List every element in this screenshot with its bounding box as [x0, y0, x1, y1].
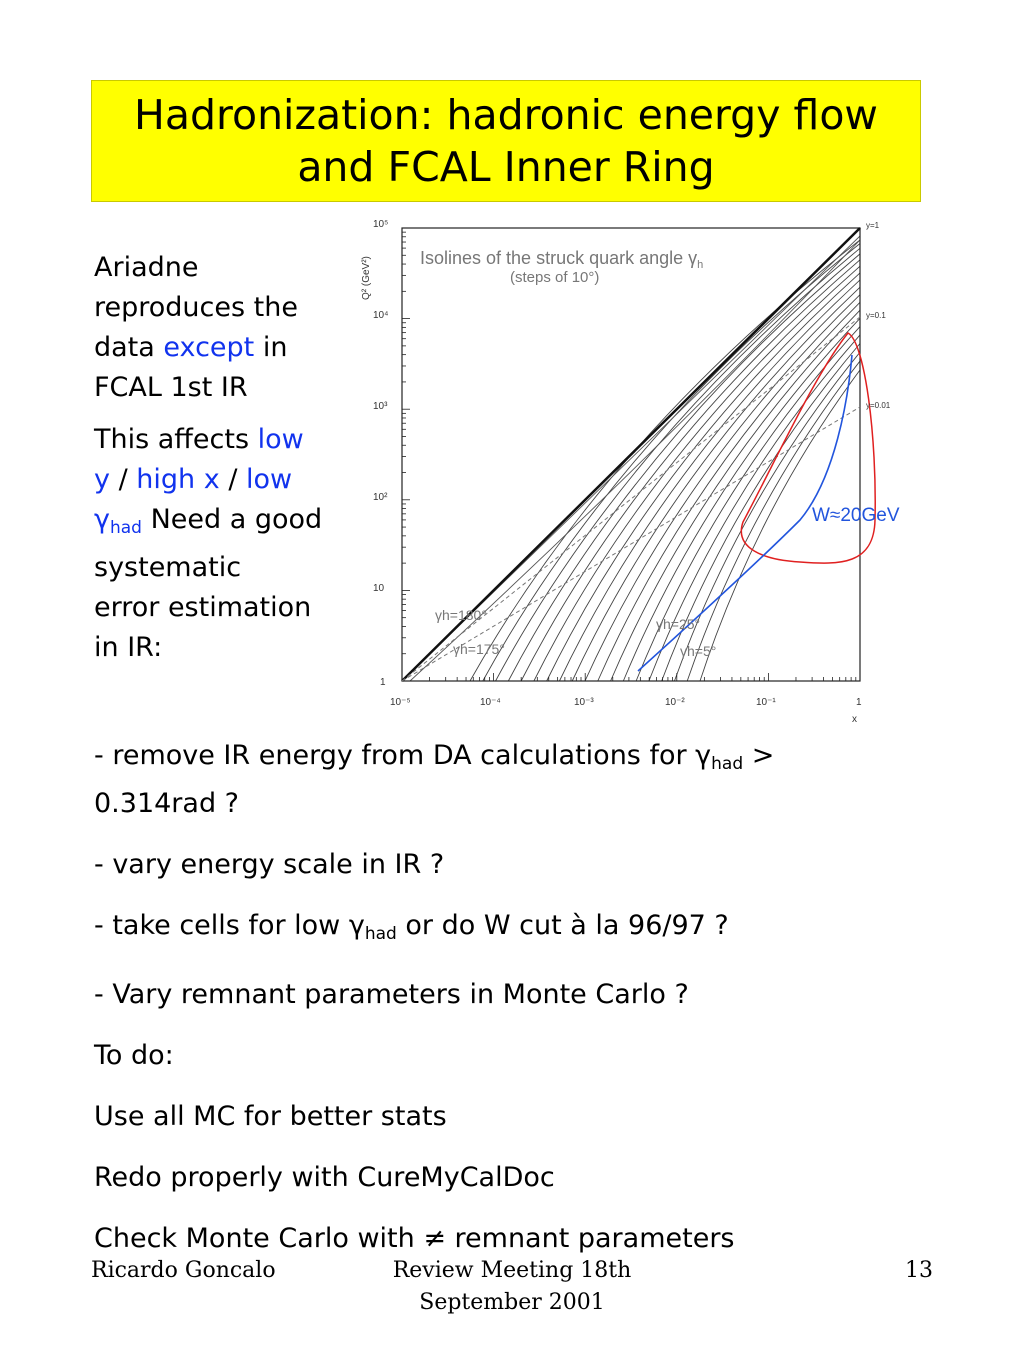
side-text-in: in	[262, 332, 288, 363]
slide-title-line-1: Hadronization: hadronic energy flow	[134, 91, 878, 139]
iso-label-25: γh=25°	[656, 616, 701, 632]
subscript-had: had	[711, 754, 744, 774]
side-paragraph-2	[94, 420, 362, 668]
y-tick-label: 10⁵	[373, 219, 389, 230]
side-text-in-ir: in IR:	[94, 632, 163, 663]
side-paragraph-1	[94, 248, 362, 408]
todo-heading: To do:	[94, 1040, 174, 1071]
gamma-symbol: γ	[94, 504, 110, 535]
iso-label-180: γh=180°	[435, 607, 487, 623]
side-text-high-x: high x	[136, 464, 220, 495]
side-text-low: low	[257, 424, 304, 455]
footer-meeting-line-1: Review Meeting 18th	[392, 1258, 632, 1283]
y-tick-label: 10²	[373, 492, 388, 503]
bullet-3	[94, 906, 924, 954]
slide-number: 13	[905, 1258, 933, 1283]
bullet-3-text: - take cells for low	[94, 910, 341, 941]
x-tick-label: 10⁻¹	[756, 697, 776, 708]
bullet-4: - Vary remnant parameters in Monte Carlo ?	[94, 979, 689, 1010]
side-text-fcal-ir: FCAL 1st IR	[94, 372, 248, 403]
w-label: W≈20GeV	[812, 505, 900, 526]
title-box	[91, 80, 921, 202]
bullet-1	[94, 736, 924, 824]
plot-title-line-2: (steps of 10°)	[510, 269, 600, 286]
bullet-1-gt: >	[751, 740, 775, 771]
gamma-symbol: γ	[348, 910, 365, 941]
side-text-except: except	[163, 332, 255, 363]
iso-label-175: γh=175°	[453, 641, 505, 657]
x-tick-label: 10⁻³	[574, 697, 594, 708]
isolines-figure	[360, 210, 908, 732]
bullet-1-text: - remove IR energy from DA calculations for	[94, 740, 687, 771]
footer-meeting	[392, 1255, 632, 1319]
x-tick-label: 1	[856, 697, 862, 708]
side-text-need-good: Need a good	[150, 504, 323, 535]
x-tick-label: 10⁻⁵	[390, 697, 411, 708]
subscript-had: had	[109, 518, 142, 538]
side-text-data: data	[94, 332, 155, 363]
subscript-had: had	[364, 924, 397, 944]
y-line-label-0-1: y=0.1	[866, 311, 886, 320]
y-line-label-0-01: y=0.01	[866, 401, 891, 410]
footer-author: Ricardo Goncalo	[91, 1258, 276, 1283]
side-text-systematic: systematic	[94, 552, 242, 583]
y-line-label-1: y=1	[866, 221, 880, 230]
gamma-symbol: γ	[695, 740, 712, 771]
isoline	[585, 295, 860, 681]
todo-item-1: Use all MC for better stats	[94, 1101, 447, 1132]
bullet-2: - vary energy scale in IR ?	[94, 849, 445, 880]
y-tick-label: 10⁴	[373, 310, 389, 321]
y-equals-0-1-line	[402, 317, 860, 681]
todo-item-3: Check Monte Carlo with ≠ remnant parameters	[94, 1223, 735, 1254]
side-text-this-affects: This affects	[94, 424, 250, 455]
footer-meeting-line-2: September 2001	[419, 1290, 605, 1315]
bullet-3-text-end: or do W cut à la 96/97 ?	[405, 910, 729, 941]
x-tick-label: 10⁻⁴	[480, 697, 501, 708]
side-text	[94, 248, 362, 680]
slide-title-line-2: and FCAL Inner Ring	[297, 143, 715, 191]
x-tick-label: 10⁻²	[665, 697, 685, 708]
y-axis-label: Q² (GeV²)	[361, 256, 372, 300]
y-tick-label: 10	[373, 583, 385, 594]
side-text-ariadne: Ariadne	[94, 252, 199, 283]
iso-label-5: γh=5°	[680, 643, 717, 659]
side-text-error-estimation: error estimation	[94, 592, 312, 623]
y-tick-label: 1	[380, 677, 386, 688]
side-text-slash-2: /	[228, 464, 238, 495]
side-text-slash-1: /	[118, 464, 128, 495]
y-tick-label: 10³	[373, 401, 388, 412]
side-text-gamma-had	[94, 504, 142, 538]
bullet-1-value: 0.314rad ?	[94, 788, 239, 819]
x-axis-label: x	[852, 714, 857, 725]
side-text-low-2: low	[246, 464, 293, 495]
side-text-y: y	[94, 464, 110, 495]
bullet-list	[94, 736, 924, 1280]
plot-title-line-1: Isolines of the struck quark angle $\gamma_h$	[420, 248, 704, 271]
y-equals-0-01-line	[402, 407, 860, 681]
todo-item-2: Redo properly with CureMyCalDoc	[94, 1162, 555, 1193]
side-text-reproduces: reproduces the	[94, 292, 298, 323]
